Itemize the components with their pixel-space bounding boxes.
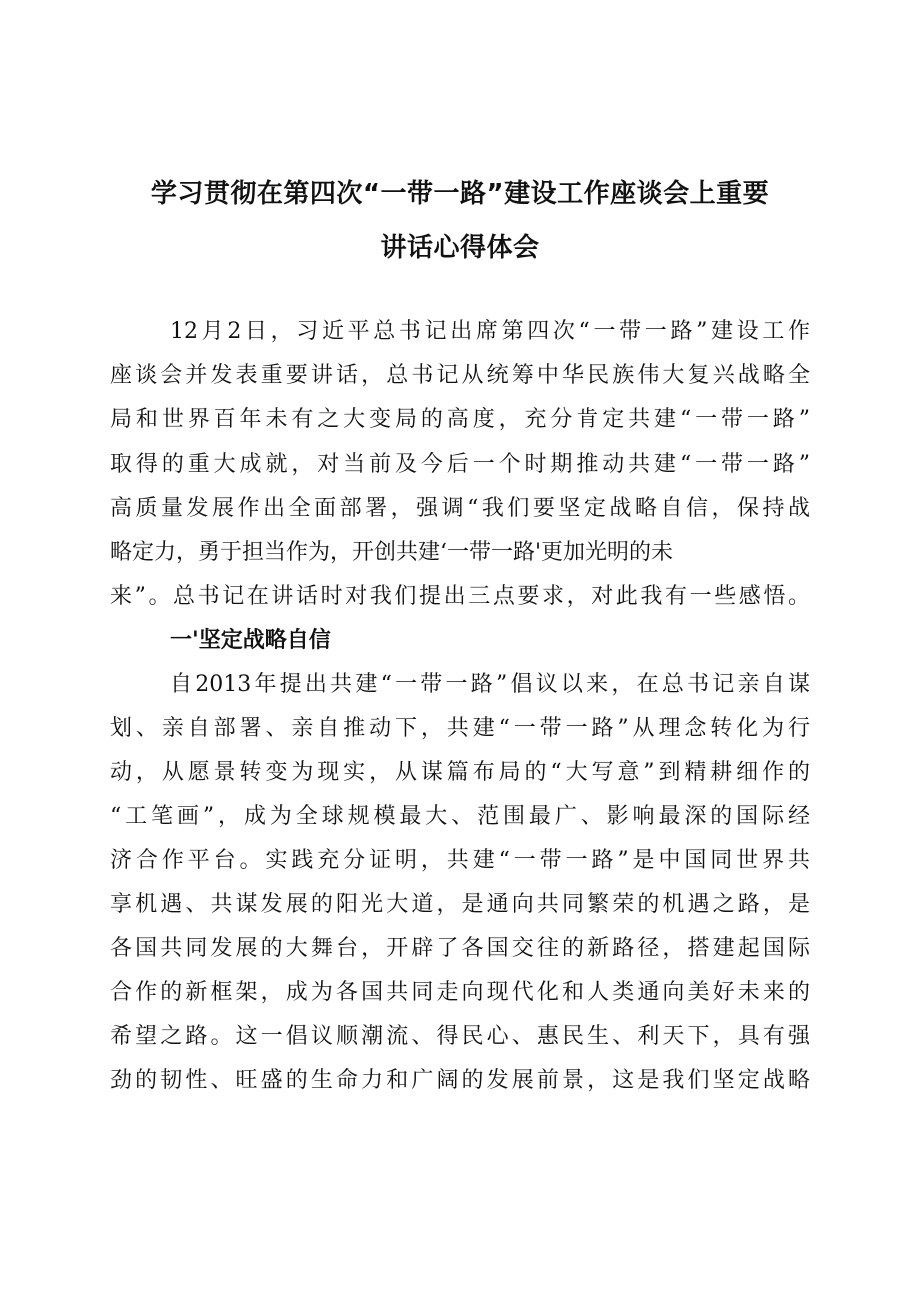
document-title-line-2: 讲话心得体会: [380, 233, 540, 263]
paragraph-2-line: “工笔画”，成为全球规模最大、范围最广、影响最深的国际经: [110, 804, 810, 829]
paragraph-1-line: 座谈会并发表重要讲话，总书记从统筹中华民族伟大复兴战略全: [110, 363, 810, 388]
paragraph-2-line: 享机遇、共谋发展的阳光大道，是通向共同繁荣的机遇之路，是: [110, 892, 810, 917]
paragraph-2-line: 各国共同发展的大舞台，开辟了各国交往的新路径，搭建起国际: [110, 936, 810, 961]
paragraph-2-line: 希望之路。这一倡议顺潮流、得民心、惠民生、利天下，具有强: [110, 1024, 810, 1049]
paragraph-2-line: 劲的韧性、旺盛的生命力和广阔的发展前景，这是我们坚定战略: [110, 1068, 810, 1093]
paragraph-1-line: 取得的重大成就，对当前及今后一个时期推动共建“一带一路”: [110, 452, 810, 477]
paragraph-1-line: 局和世界百年未有之大变局的高度，充分肯定共建“一带一路”: [110, 407, 810, 432]
paragraph-1-line: 12月2日，习近平总书记出席第四次“一带一路”建设工作: [170, 319, 810, 344]
paragraph-2-line: 自2013年提出共建“一带一路”倡议以来，在总书记亲自谋: [170, 672, 810, 697]
paragraph-2-line: 合作的新框架，成为各国共同走向现代化和人类通向美好未来的: [110, 980, 810, 1005]
document-title-line-1: 学习贯彻在第四次“一带一路”建设工作座谈会上重要: [150, 179, 770, 209]
paragraph-1-line: 高质量发展作出全面部署，强调“我们要坚定战略自信，保持战: [110, 496, 810, 521]
paragraph-2-line: 划、亲自部署、亲自推动下，共建“一带一路”从理念转化为行: [110, 716, 810, 741]
paragraph-2-line: 动，从愿景转变为现实，从谋篇布局的“大写意”到精耕细作的: [110, 760, 810, 785]
paragraph-1-line: 来”。总书记在讲话时对我们提出三点要求，对此我有一些感悟。: [110, 584, 810, 609]
section-1-heading: 一'坚定战略自信: [170, 628, 331, 653]
paragraph-2-line: 济合作平台。实践充分证明，共建“一带一路”是中国同世界共: [110, 848, 810, 873]
paragraph-1-line: 略定力，勇于担当作为，开创共建‘一带一路'更加光明的未: [110, 540, 674, 565]
